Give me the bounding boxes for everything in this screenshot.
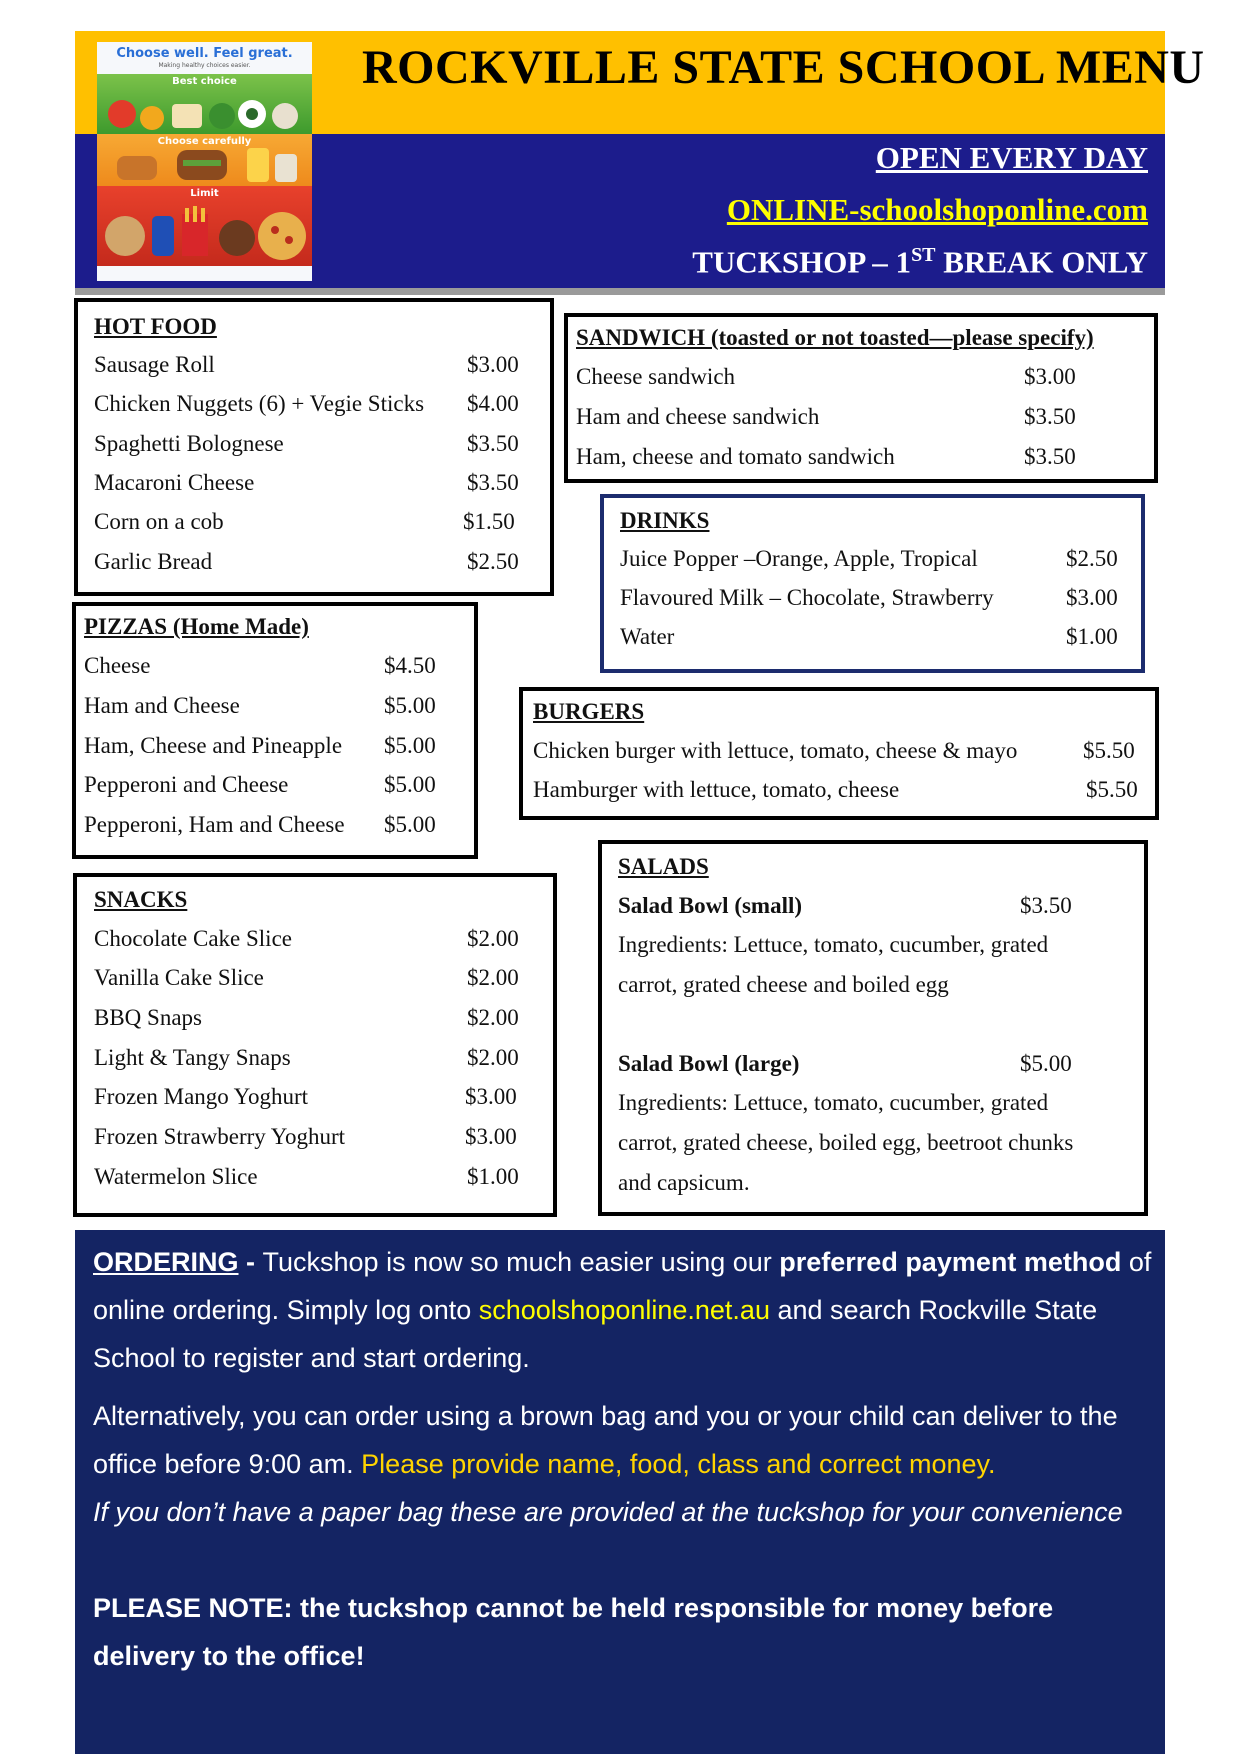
- ordering-text: and search Rockville State School to register and start ordering.: [93, 1295, 1098, 1373]
- hot-food-title: HOT FOOD: [94, 314, 217, 339]
- brown-bag-text: Alternatively, you can order using a brown bag and you or your child can deliver to the office before 9:00 am.: [93, 1401, 1118, 1479]
- ordering-text: Tuckshop is now so much easier using our: [262, 1247, 780, 1277]
- healthy-food-illustration: [97, 74, 312, 134]
- poster-band-label: Best choice: [172, 76, 237, 87]
- menu-item-name: Watermelon Slice: [94, 1164, 258, 1189]
- menu-item-price: $1.50: [463, 509, 515, 534]
- menu-item-name: Macaroni Cheese: [94, 470, 255, 495]
- menu-item-price: $4.00: [467, 391, 519, 416]
- snacks-section: [73, 873, 557, 1217]
- salad-small-ingredients: Ingredients: Lettuce, tomato, cucumber, grated: [618, 932, 1049, 957]
- menu-item-name: Chicken Nuggets (6) + Vegie Sticks: [94, 391, 425, 416]
- menu-item-name: Cheese sandwich: [576, 364, 736, 389]
- menu-item-price: $2.50: [467, 549, 519, 574]
- menu-item-name: Juice Popper –Orange, Apple, Tropical: [620, 546, 978, 571]
- salads-section: [598, 840, 1148, 1216]
- pizzas-section: [72, 602, 478, 859]
- menu-item-price: $3.50: [1024, 404, 1076, 429]
- menu-item-price: $3.50: [1024, 444, 1076, 469]
- salad-small-ingredients: carrot, grated cheese and boiled egg: [618, 972, 949, 997]
- menu-item-price: $5.00: [384, 733, 436, 758]
- ordering-text: of online ordering. Simply log onto: [93, 1247, 1152, 1325]
- menu-item-price: $5.00: [384, 772, 436, 797]
- burgers-title: BURGERS: [533, 699, 645, 724]
- menu-item-price: $1.00: [1066, 624, 1118, 649]
- menu-item-price: $3.00: [467, 352, 519, 377]
- menu-item-name: Ham and cheese sandwich: [576, 404, 820, 429]
- menu-item-price: $2.00: [467, 926, 519, 951]
- poster-subtitle: Making healthy choices easier.: [158, 62, 251, 69]
- menu-item-name: Vanilla Cake Slice: [94, 965, 264, 990]
- poster-band-label: Choose carefully: [157, 136, 252, 147]
- sandwich-title: SANDWICH (toasted or not toasted—please specify): [576, 325, 1094, 350]
- drinks-section: [600, 494, 1145, 673]
- salad-small-price: $3.50: [1020, 893, 1072, 918]
- poster-band-red: [97, 186, 312, 266]
- pizzas-title: PIZZAS (Home Made): [84, 614, 309, 639]
- tuckshop-prefix: TUCKSHOP – 1: [692, 244, 912, 280]
- ordering-heading: ORDERING: [93, 1247, 239, 1277]
- menu-item-name: Frozen Strawberry Yoghurt: [94, 1124, 346, 1149]
- menu-item-name: Corn on a cob: [94, 509, 224, 534]
- menu-item-price: $3.00: [465, 1084, 517, 1109]
- menu-item-price: $2.00: [467, 965, 519, 990]
- menu-item-price: $2.50: [1066, 546, 1118, 571]
- tuckshop-hours-label: [692, 244, 1148, 280]
- sandwich-section: [564, 313, 1158, 483]
- menu-item-price: $3.00: [465, 1124, 517, 1149]
- menu-item-name: Chicken burger with lettuce, tomato, cheese & mayo: [533, 738, 1018, 763]
- menu-item-name: Frozen Mango Yoghurt: [94, 1084, 309, 1109]
- menu-item-name: Ham and Cheese: [84, 693, 240, 718]
- hot-food-section: [74, 298, 554, 596]
- menu-item-price: $5.00: [384, 812, 436, 837]
- salad-large-ingredients: Ingredients: Lettuce, tomato, cucumber, grated: [618, 1090, 1049, 1115]
- moderate-food-illustration: [97, 134, 312, 186]
- poster-title: Choose well. Feel great.: [116, 46, 293, 61]
- menu-item-price: $3.00: [1024, 364, 1076, 389]
- online-ordering-link[interactable]: ONLINE-schoolshoponline.com: [726, 192, 1148, 227]
- menu-item-price: $2.00: [467, 1005, 519, 1030]
- healthy-choices-poster: [97, 42, 312, 281]
- salad-large-price: $5.00: [1020, 1051, 1072, 1076]
- menu-item-name: Cheese: [84, 653, 151, 678]
- menu-item-name: Spaghetti Bolognese: [94, 431, 284, 456]
- salad-small-name: Salad Bowl (small): [618, 893, 803, 918]
- menu-item-name: BBQ Snaps: [94, 1005, 202, 1030]
- salad-large-ingredients: and capsicum.: [618, 1170, 750, 1195]
- burgers-section: [519, 687, 1159, 820]
- schoolshop-link[interactable]: schoolshoponline.net.au: [478, 1295, 770, 1325]
- poster-band-label: Limit: [190, 188, 219, 199]
- menu-item-name: Sausage Roll: [94, 352, 215, 377]
- menu-item-price: $4.50: [384, 653, 436, 678]
- menu-item-price: $1.00: [467, 1164, 519, 1189]
- menu-item-name: Chocolate Cake Slice: [94, 926, 292, 951]
- menu-item-price: $5.50: [1086, 777, 1138, 802]
- menu-item-name: Ham, Cheese and Pineapple: [84, 733, 343, 758]
- salads-title: SALADS: [618, 854, 709, 879]
- menu-item-name: Light & Tangy Snaps: [94, 1045, 291, 1070]
- menu-item-price: $3.50: [467, 470, 519, 495]
- menu-item-name: Ham, cheese and tomato sandwich: [576, 444, 895, 469]
- ordering-info-panel: [75, 1230, 1165, 1754]
- menu-item-name: Garlic Bread: [94, 549, 213, 574]
- brown-bag-paragraph: [93, 1392, 1153, 1488]
- please-note-warning: PLEASE NOTE: the tuckshop cannot be held responsible for money before delivery to the office!: [93, 1593, 1054, 1671]
- drinks-title: DRINKS: [620, 508, 710, 533]
- ordering-dash: -: [238, 1247, 263, 1277]
- preferred-payment-text: preferred payment method: [779, 1247, 1122, 1277]
- tuckshop-ordinal: ST: [911, 244, 936, 266]
- menu-item-price: $3.00: [1066, 585, 1118, 610]
- menu-item-price: $5.50: [1083, 738, 1135, 763]
- ordering-paragraph: [93, 1238, 1153, 1382]
- menu-item-name: Water: [620, 624, 675, 649]
- menu-item-name: Pepperoni and Cheese: [84, 772, 289, 797]
- poster-band-orange: [97, 134, 312, 186]
- paper-bag-note: If you don’t have a paper bag these are provided at the tuckshop for your convenience: [93, 1497, 1123, 1527]
- provide-details-text: Please provide name, food, class and correct money.: [361, 1449, 996, 1479]
- open-every-day-label: OPEN EVERY DAY: [875, 140, 1148, 175]
- menu-item-price: $5.00: [384, 693, 436, 718]
- header-divider: [75, 288, 1165, 295]
- menu-item-name: Pepperoni, Ham and Cheese: [84, 812, 345, 837]
- tuckshop-suffix: BREAK ONLY: [935, 244, 1148, 280]
- page-title: ROCKVILLE STATE SCHOOL MENU: [362, 41, 1205, 94]
- menu-item-price: $3.50: [467, 431, 519, 456]
- salad-large-ingredients: carrot, grated cheese, boiled egg, beetroot chunks: [618, 1130, 1074, 1155]
- menu-item-price: $2.00: [467, 1045, 519, 1070]
- snacks-title: SNACKS: [94, 887, 188, 912]
- menu-item-name: Hamburger with lettuce, tomato, cheese: [533, 777, 900, 802]
- salad-large-name: Salad Bowl (large): [618, 1051, 800, 1076]
- menu-item-name: Flavoured Milk – Chocolate, Strawberry: [620, 585, 994, 610]
- limit-food-illustration: [97, 186, 312, 266]
- poster-band-green: [97, 74, 312, 134]
